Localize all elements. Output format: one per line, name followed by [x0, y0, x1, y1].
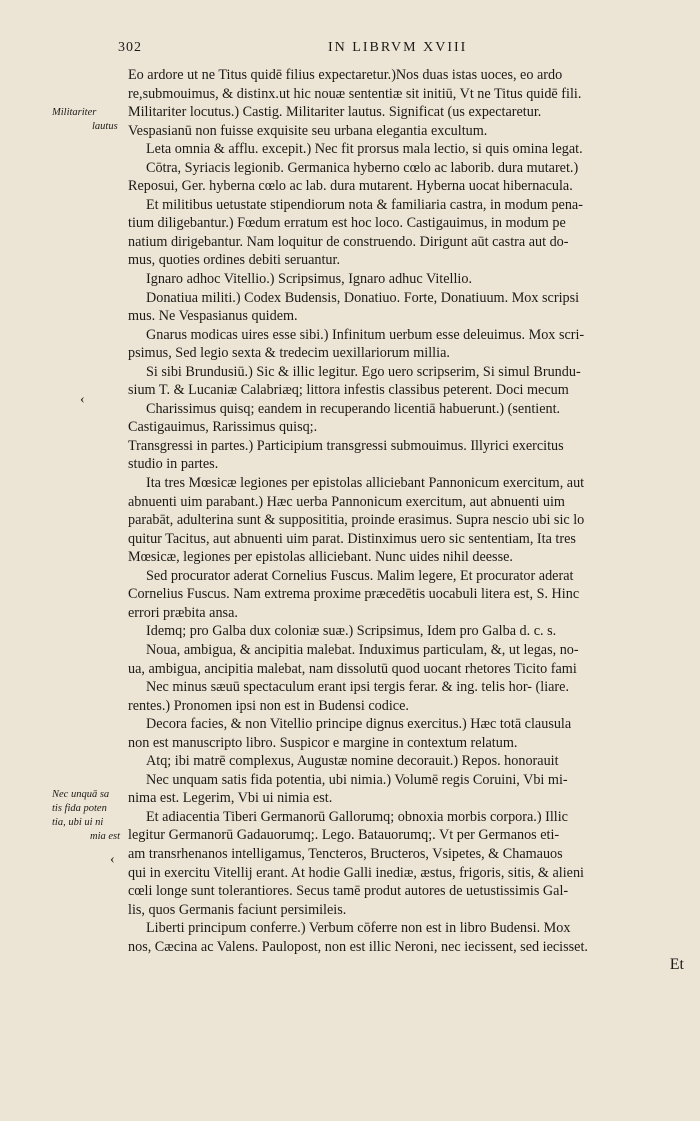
text-line: Militariter locutus.) Castig. Militariter lautus. Significat (us expectaretur.	[128, 104, 542, 121]
running-head: IN LIBRVM XVIII	[328, 40, 468, 55]
body-text	[128, 66, 684, 956]
text-line: Gnarus modicas uires esse sibi.) Infinitum uerbum esse deleuimus. Mox scri-	[146, 326, 585, 343]
margin-note-line: lautus	[92, 121, 118, 132]
text-line: nima est. Legerim, Vbi ui nimia est.	[128, 790, 333, 807]
text-line: Donatiua militi.) Codex Budensis, Donatiuo. Forte, Donatiuum. Mox scripsi	[146, 289, 580, 306]
margin-note-line: Nec unquā sa	[52, 789, 110, 800]
text-line: Charissimus quisq; eandem in recuperando licentiā habuerunt.) (sentient.	[146, 400, 561, 417]
text-line: Nec minus sæuū spectaculum erant ipsi tergis ferar. & ing. telis hor- (liare.	[146, 679, 569, 696]
text-line: Et adiacentia Tiberi Germanorū Gallorumq; obnoxia morbis corpora.) Illic	[146, 808, 568, 825]
text-line: Cōtra, Syriacis legionib. Germanica hyberno cœlo ac laborib. dura mutaret.)	[146, 159, 579, 176]
text-line: Et militibus uetustate stipendiorum nota & familiaria castra, in modum pena-	[146, 196, 583, 213]
text-line: Si sibi Brundusiū.) Sic & illic legitur. Ego uero scripserim, Si simul Brundu-	[146, 363, 581, 380]
text-line: Nec unquam satis fida potentia, ubi nimia.) Volumē regis Coruini, Vbi mi-	[146, 771, 568, 788]
text-line: Ita tres Mœsicæ legiones per epistolas alliciebant Pannonicum exercitum, aut	[146, 475, 585, 492]
text-line: Decora facies, & non Vitellio principe dignus exercitus.) Hæc totā clausula	[146, 716, 572, 733]
text-line: mus. Ne Vespasianus quidem.	[128, 308, 298, 325]
text-line: natium dirigebantur. Nam loquitur de construendo. Dirigunt aūt castra aut do-	[128, 233, 569, 250]
text-line: non est manuscripto libro. Suspicor e margine in contextum relatum.	[128, 734, 518, 751]
text-line: lis, quos Germanis faciunt persimileis.	[128, 901, 347, 918]
margin-note-line: tis fida poten	[52, 803, 107, 814]
catchword: Et	[669, 956, 684, 973]
text-line: Leta omnia & afflu. excepit.) Nec fit prorsus mala lectio, si quis omina legat.	[146, 141, 583, 158]
text-line: legitur Germanorū Gadauorumq;. Lego. Batauorumq;. Vt per Germanos eti-	[128, 827, 560, 844]
text-line: tium diligebantur.) Fœdum erratum est hoc loco. Castigauimus, in modum pe	[128, 215, 566, 232]
text-line: abnuenti uim parabant.) Hæc uerba Pannonicum exercitum, aut abnuenti uim	[128, 493, 565, 510]
text-line: Eo ardore ut ne Titus quidē filius expectaretur.)Nos duas istas uoces, eo ardo	[128, 67, 563, 83]
text-line: Atq; ibi matrē complexus, Augustæ nomine decorauit.) Repos. honorauit	[146, 753, 559, 770]
text-line: re,submouimus, & distinx.ut hic nouæ sententiæ sit initiū, Vt ne Titus quidē fili.	[128, 85, 582, 102]
text-line: rentes.) Pronomen ipsi non est in Budensi codice.	[128, 697, 409, 714]
text-line: Ignaro adhoc Vitellio.) Scripsimus, Ignaro adhuc Vitellio.	[146, 271, 472, 288]
text-line: Noua, ambigua, & ancipitia malebat. Induximus particulam, &, ut legas, no-	[146, 641, 579, 658]
text-line: sium T. & Lucaniæ Calabriæq; littora infestis classibus peterent. Doci mecum	[128, 382, 569, 399]
text-line: Vespasianū non fuisse exquisite seu urbana elegantia excultum.	[128, 122, 488, 139]
text-line: psimus, Sed legio sexta & tredecim uexillariorum millia.	[128, 345, 450, 362]
text-line: errori præbita ansa.	[128, 604, 238, 621]
text-line: Mœsicæ, legiones per epistolas alliciebant. Nunc uides nihil deesse.	[128, 549, 513, 566]
text-line: Sed procurator aderat Cornelius Fuscus. Malim legere, Et procurator aderat	[146, 567, 574, 584]
text-line: Transgressi in partes.) Participium transgressi submouimus. Illyrici exercitus	[128, 437, 564, 454]
text-line: nos, Cæcina ac Valens. Paulopost, non est illic Neroni, nec iecissent, sed iecisset.	[128, 938, 588, 955]
text-line: studio in partes.	[128, 456, 219, 473]
text-line: parabāt, adulterina sunt & supposititia, proinde erasimus. Supra nescio ubi sic lo	[128, 512, 585, 529]
text-line: Idemq; pro Galba dux coloniæ suæ.) Scripsimus, Idem pro Galba d. c. s.	[146, 623, 557, 640]
caret-mark: ‹	[80, 392, 85, 407]
text-line: Liberti principum conferre.) Verbum cōferre non est in libro Budensi. Mox	[146, 920, 571, 937]
margin-note-line: mia est	[90, 831, 121, 842]
text-line: qui in exercitu Vitellij erant. At hodie Galli inediæ, æstus, frigoris, sitis, & alieni	[128, 864, 584, 881]
margin-note-line: tia, ubi ui ni	[52, 817, 104, 828]
margin-note-line: Militariter	[52, 107, 97, 118]
text-line: cœli longe sunt tolerantiores. Secus tamē produt autores de uetustissimis Gal-	[128, 883, 569, 900]
text-line: ua, ambigua, ancipitia malebat, nam dissolutū quod uocant rhetores Ticito fami	[128, 660, 577, 677]
text-line: Castigauimus, Rarissimus quisq;.	[128, 419, 318, 436]
text-line: Reposui, Ger. hyberna cœlo ac lab. dura mutarent. Hyberna uocat hibernacula.	[128, 178, 573, 195]
margin-note	[52, 788, 132, 844]
caret-mark: ‹	[110, 852, 115, 867]
margin-note	[52, 106, 132, 134]
page-number: 302	[118, 40, 142, 55]
text-line: mus, quoties ordines debiti seruantur.	[128, 252, 340, 269]
page-header	[118, 40, 688, 60]
text-line: Cornelius Fuscus. Nam extrema proxime præcedētis uocabuli litera est, S. Hinc	[128, 586, 580, 603]
text-line: am transrhenanos intelligamus, Tencteros, Bructeros, Vsipetes, & Chamauos	[128, 845, 563, 862]
text-line: quitur Tacitus, aut abnuenti uim parat. Distinximus uero sic sententiam, Ita tres	[128, 530, 576, 547]
